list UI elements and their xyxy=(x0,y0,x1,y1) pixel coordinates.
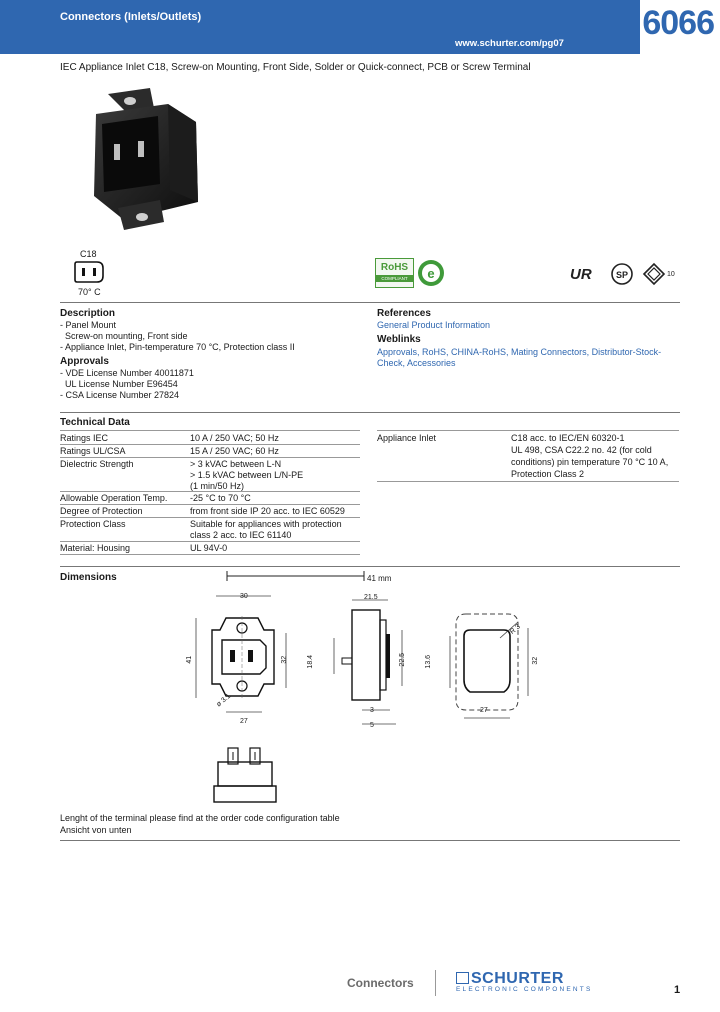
dim-front-hole: ø 3.1 xyxy=(215,692,233,709)
page-subtitle: IEC Appliance Inlet C18, Screw-on Mounting, Front Side, Solder or Quick-connect, PCB or Screw Terminal xyxy=(60,62,531,73)
ur-mark-icon xyxy=(568,264,598,284)
svg-text:SP: SP xyxy=(615,270,629,280)
table-rule xyxy=(60,444,360,445)
svg-text:e: e xyxy=(427,266,435,281)
dim-front-height: 41 xyxy=(186,655,194,664)
overall-dimension-line xyxy=(224,570,374,584)
schurter-logo xyxy=(456,970,593,993)
vde-mark-icon xyxy=(642,262,678,286)
general-info-link[interactable]: General Product Information xyxy=(377,320,491,330)
csa-mark-icon xyxy=(610,262,634,286)
table-rule xyxy=(60,517,360,518)
divider xyxy=(60,412,680,413)
appliance-inlet-line: UL 498, CSA C22.2 no. 42 (for cold xyxy=(511,445,652,455)
logo-brand: SCHURTER xyxy=(456,970,593,988)
table-rule xyxy=(60,491,360,492)
approvals-line-1: - VDE License Number 40011871 xyxy=(60,368,194,378)
references-title: References xyxy=(377,308,431,319)
table-rule xyxy=(60,430,360,431)
weblinks-title: Weblinks xyxy=(377,334,421,345)
approvals-title: Approvals xyxy=(60,356,109,367)
overall-dimension-label: 41 mm xyxy=(367,574,392,583)
dim-front-width: 30 xyxy=(240,593,248,600)
dim-side-h1: 18.4 xyxy=(307,654,315,669)
technical-title: Technical Data xyxy=(60,417,130,428)
appliance-inlet-label: Appliance Inlet xyxy=(377,433,437,443)
approvals-line-3: - CSA License Number 27824 xyxy=(60,390,180,400)
svg-text:UR: UR xyxy=(570,266,592,283)
approvals-line-2: UL License Number E96454 xyxy=(60,379,178,389)
divider xyxy=(60,302,680,303)
dim-side-top: 21.5 xyxy=(364,594,378,601)
logo-mark-icon xyxy=(456,972,469,984)
tech-value: > 3 kVAC between L-N xyxy=(190,459,282,469)
header-category: Connectors (Inlets/Outlets) xyxy=(60,11,202,23)
footer-section: Connectors xyxy=(347,976,414,990)
tech-label: Allowable Operation Temp. xyxy=(60,493,168,503)
page-number: 1 xyxy=(674,984,681,996)
dim-side-bottom: 3 xyxy=(370,707,374,714)
dimensions-note-1: Lenght of the terminal please find at the order code configuration table xyxy=(60,813,340,823)
tech-label: Protection Class xyxy=(60,519,126,529)
table-rule xyxy=(60,554,360,555)
bottom-view-drawing xyxy=(210,738,280,810)
tech-value: Suitable for appliances with protection xyxy=(190,519,342,529)
description-line-1: - Panel Mount xyxy=(60,320,117,330)
appliance-inlet-line: Protection Class 2 xyxy=(511,469,585,479)
divider xyxy=(60,566,680,567)
divider xyxy=(60,840,680,841)
header-part-number: 6066 xyxy=(640,0,720,54)
symbol-label: C18 xyxy=(80,249,97,259)
dim-side-h2: 22.5 xyxy=(399,652,407,667)
weblinks-line-1[interactable]: Approvals, RoHS, CHINA-RoHS, Mating Connectors, Distributor-Stock- xyxy=(377,347,662,357)
dim-cut-w: 27 xyxy=(480,707,488,714)
tech-value: > 1.5 kVAC between L/N-PE xyxy=(190,470,304,480)
table-rule xyxy=(60,504,360,505)
dim-front-bottom: 27 xyxy=(240,718,248,725)
tech-value: UL 94V-0 xyxy=(190,543,228,553)
china-rohs-icon xyxy=(416,258,446,288)
table-rule xyxy=(60,457,360,458)
tech-label: Material: Housing xyxy=(60,543,131,553)
tech-label: Dielectric Strength xyxy=(60,459,134,469)
svg-text:10: 10 xyxy=(667,271,675,278)
product-image xyxy=(88,84,218,234)
description-line-2: Screw-on mounting, Front side xyxy=(60,331,188,341)
dim-cut-h: 13.6 xyxy=(425,654,433,669)
table-rule xyxy=(60,541,360,542)
table-rule xyxy=(377,481,679,482)
logo-subtitle: ELECTRONIC COMPONENTS xyxy=(456,986,593,993)
dim-cut-r: R 3 xyxy=(508,623,522,636)
tech-label: Ratings UL/CSA xyxy=(60,446,126,456)
tech-value: from front side IP 20 acc. to IEC 60529 xyxy=(190,506,345,516)
tech-value: (1 min/50 Hz) xyxy=(190,481,245,491)
tech-value: 15 A / 250 VAC; 60 Hz xyxy=(190,446,279,456)
tech-value: -25 °C to 70 °C xyxy=(190,493,251,503)
description-line-3: - Appliance Inlet, Pin-temperature 70 °C, Protection class II xyxy=(60,342,295,352)
c18-symbol-icon xyxy=(73,260,105,284)
table-rule xyxy=(377,430,679,431)
dim-front-inner: 32 xyxy=(281,655,289,664)
dim-side-bottom2: 5 xyxy=(370,722,374,729)
appliance-inlet-line: conditions) pin temperature 70 °C 10 A, xyxy=(511,457,669,467)
dimensions-title: Dimensions xyxy=(60,572,117,583)
footer-separator xyxy=(435,970,436,996)
tech-label: Degree of Protection xyxy=(60,506,143,516)
weblinks-line-2[interactable]: Check, Accessories xyxy=(377,358,456,368)
rohs-badge: RoHS COMPLIANT xyxy=(375,258,414,288)
description-title: Description xyxy=(60,308,116,319)
tech-value: class 2 acc. to IEC 61140 xyxy=(190,530,292,540)
symbol-temp: 70° C xyxy=(78,287,101,297)
header-url-link[interactable]: www.schurter.com/pg07 xyxy=(455,38,564,49)
dimensions-note-2: Ansicht von unten xyxy=(60,825,132,835)
appliance-inlet-line: C18 acc. to IEC/EN 60320-1 xyxy=(511,433,625,443)
tech-label: Ratings IEC xyxy=(60,433,109,443)
tech-value: 10 A / 250 VAC; 50 Hz xyxy=(190,433,279,443)
dim-cut-h2: 32 xyxy=(532,656,540,665)
